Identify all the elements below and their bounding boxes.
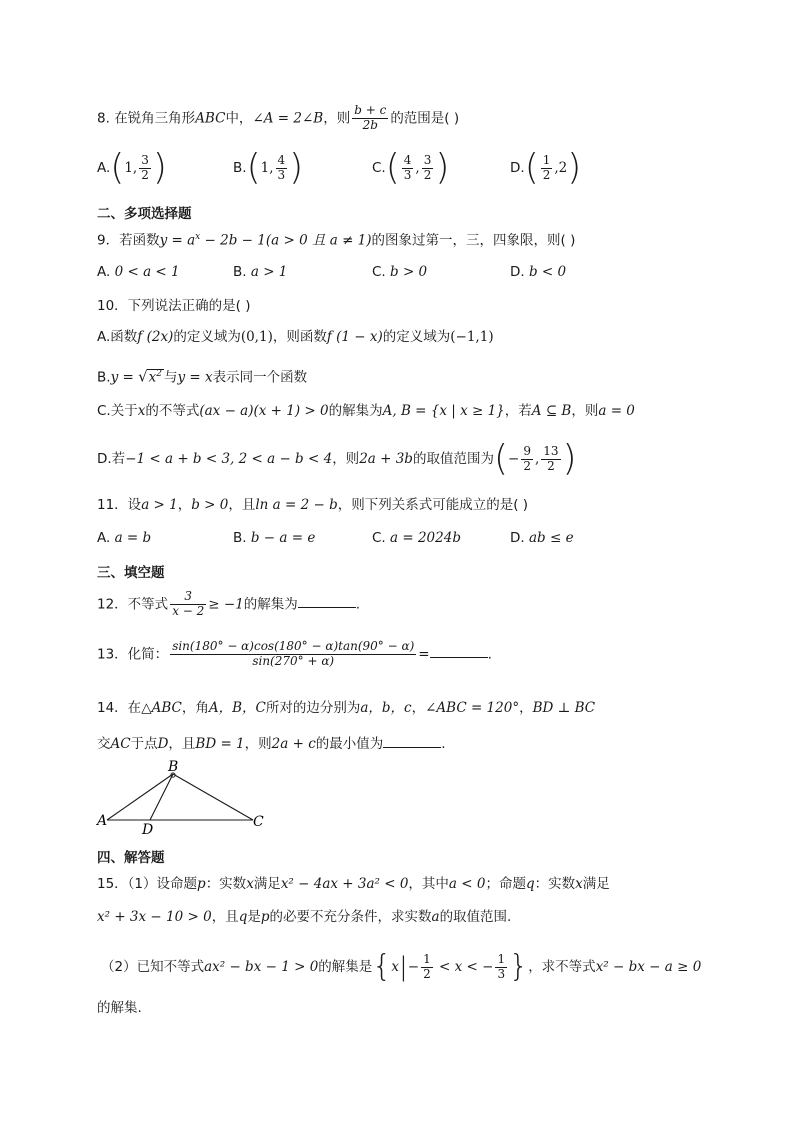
segment-bd — [150, 774, 173, 820]
q8-stem: 8. 在锐角三角形ABC中，∠A = 2∠B，则 $\frac{b + c}{2b}$ 的范围是( ) — [97, 103, 460, 132]
q14-stem-line2: 交AC于点D，且BD = 1，则2a + c的最小值为 . — [97, 736, 446, 752]
q14-stem-line1: 14．在△ABC，角A，B，C所对的边分别为a，b，c，∠ABC = 120°，BD ⊥ BC — [97, 700, 596, 716]
q10-option-c[interactable]: C.关于x的不等式(ax − a)(x + 1) > 0的解集为A, B = {x | x ≥ 1}，若A ⊆ B，则a = 0 — [97, 403, 635, 419]
q8-option-c[interactable]: C.( $\frac{4}{3}$ , $\frac{3}{2}$ ) — [372, 147, 450, 188]
q13-answer-blank[interactable] — [430, 645, 488, 658]
q15-part1-line1: 15．（1）设命题p：实数x满足x² − 4ax + 3a² < 0，其中a < 0；命题q：实数x满足 — [97, 876, 610, 892]
section-heading-fill-in: 三、填空题 — [97, 565, 165, 581]
q9-stem: 9．若函数$y = a^x - 2b - 1(a > 0$ 且 a ≠ 1)的图象过第一，三，四象限，则( ) — [97, 232, 576, 249]
vertex-label-a: A — [97, 813, 108, 829]
q10-option-b[interactable]: $B.y = √x^2$ 与y = x表示同一个函数 — [97, 367, 308, 386]
q11-stem: 11．设a > 1，b > 0，且ln a = 2 − b，则下列关系式可能成立的是( ) — [97, 497, 529, 513]
q10-option-a[interactable]: A.函数f (2x)的定义域为(0,1)，则函数f (1 − x)的定义域为(−1,1) — [97, 329, 494, 345]
q11-option-b[interactable]: B. b − a = e — [233, 530, 316, 546]
q10-stem: 10．下列说法正确的是( ) — [97, 298, 251, 314]
segment-bc — [173, 774, 253, 820]
q8-fraction: $\frac{b + c}{2b}$ — [354, 103, 387, 132]
q14-answer-blank[interactable] — [383, 735, 441, 748]
q11-option-a[interactable]: A. a = b — [97, 530, 152, 546]
q8-option-a[interactable]: A.(1, $\frac{3}{2}$ ) — [97, 147, 167, 188]
q12-answer-blank[interactable] — [298, 595, 356, 608]
q15-part2-end: 的解集. — [97, 1000, 142, 1016]
q12-stem: 12．不等式 $\frac{3}{x - 2}$ ≥ −1的解集为 . — [97, 589, 361, 618]
segment-ab — [107, 774, 173, 820]
q11-option-c[interactable]: C. a = 2024b — [372, 530, 461, 546]
q9-option-c[interactable]: C. b > 0 — [372, 264, 428, 280]
section-heading-solutions: 四、解答题 — [97, 850, 165, 866]
q9-option-a[interactable]: A. 0 < a < 1 — [97, 264, 180, 280]
section-heading-multiple-choice: 二、多项选择题 — [97, 206, 192, 222]
q9-option-b[interactable]: B. a > 1 — [233, 264, 288, 280]
q15-part2-line: （2）已知不等式ax² − bx − 1 > 0的解集是{x|− $\frac{1}{2}$ < x < − $\frac{1}{3}$ }，求不等式x² − bx − a ≥ 0 — [101, 949, 702, 984]
q8-option-b[interactable]: B.(1, $\frac{4}{3}$ ) — [233, 147, 304, 188]
q8-option-d[interactable]: D.( $\frac{1}{2}$ ,2) — [510, 147, 582, 188]
q13-stem: 13．化简： $\frac{\sin(180^\circ - \alpha)\cos(180^\circ - \alpha)\tan(90^\circ - \alpha)}{\sin(270^\circ + \alpha)}$ = . — [97, 639, 492, 668]
vertex-label-c: C — [253, 814, 264, 830]
q9-option-d[interactable]: D. b < 0 — [510, 264, 567, 280]
q14-triangle-figure — [95, 758, 275, 838]
vertex-label-d: D — [142, 822, 154, 838]
q10-option-d[interactable]: D.若−1 < a + b < 3, 2 < a − b < 4，则2a + 3b的取值范围为(− $\frac{9}{2}$ , $\frac{13}{2}$ ) — [97, 438, 577, 479]
vertex-label-b: B — [168, 759, 179, 775]
q15-part1-line2: x² + 3x − 10 > 0，且q是p的必要不充分条件，求实数a的取值范围. — [97, 909, 512, 925]
q11-option-d[interactable]: D. ab ≤ e — [510, 530, 574, 546]
